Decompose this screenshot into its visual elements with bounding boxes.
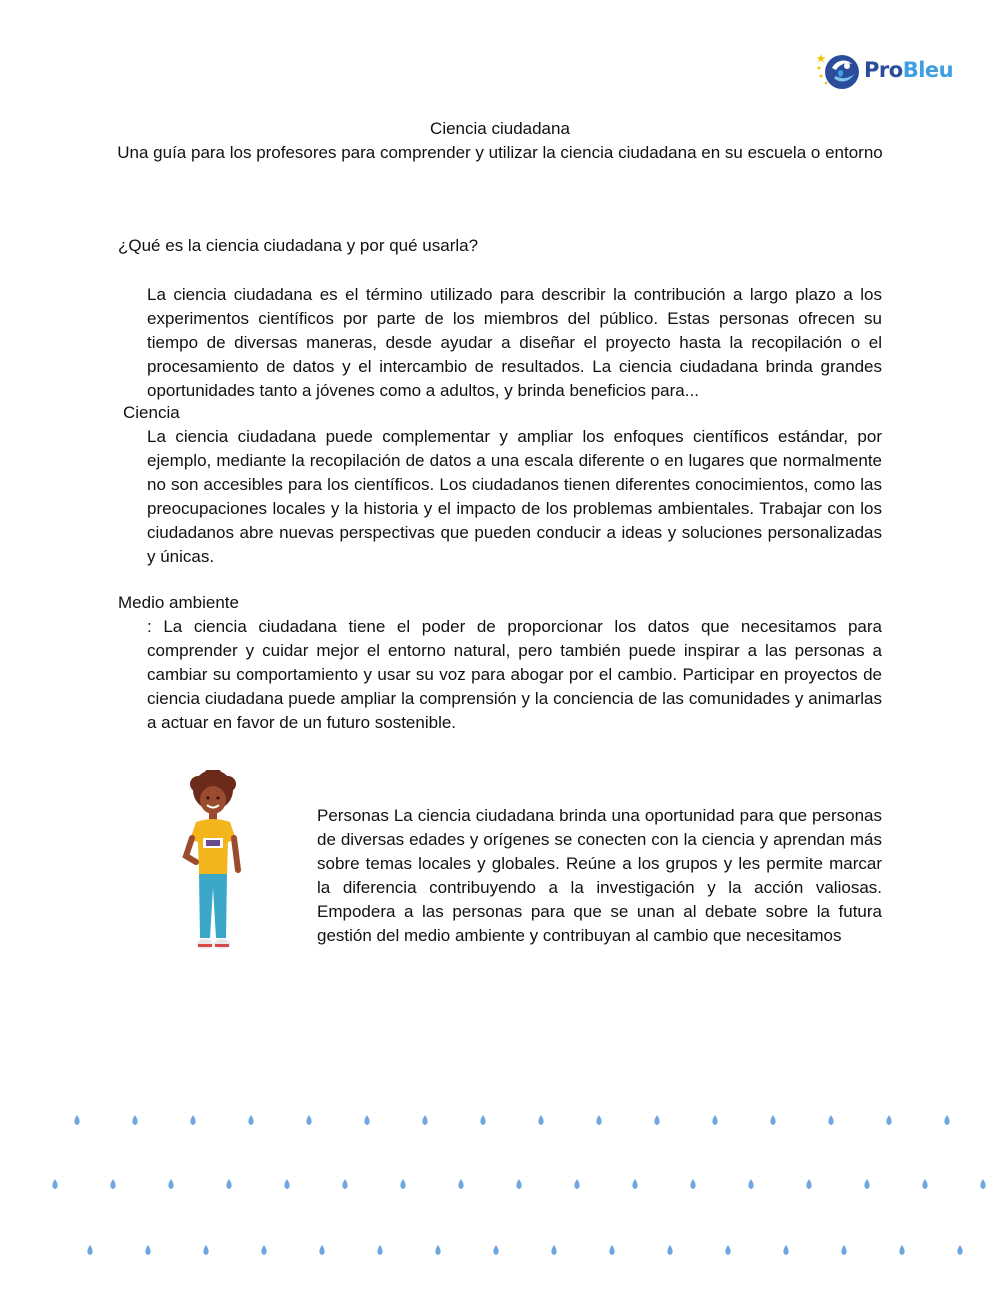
raindrop-icon [458,1179,463,1189]
raindrop-icon [480,1115,485,1125]
medio-ambiente-paragraph: : La ciencia ciudadana tiene el poder de proporcionar los datos que necesitamos para comprender y cuidar mejor el entorno natural, pero también puede inspirar a las personas a cambiar su comportamiento y usar su voz para abogar por el cambio. Participar en proyectos de ciencia ciudadana puede ampliar la comprensión y la conciencia de las comunidades y animarlas a actuar en favor de un futuro sostenible. [147,617,882,732]
raindrop-icon [400,1179,405,1189]
probleu-logo [814,46,974,94]
logo-pro-text: Pro [864,58,903,82]
raindrop-icon [667,1245,672,1255]
raindrop-icon [957,1245,962,1255]
personas-paragraph: Personas La ciencia ciudadana brinda una oportunidad para que personas de diversas edades y orígenes se conecten con la ciencia y aprendan más sobre temas locales y globales. Reúne a los grupos y les permite marcar la diferencia contribuyendo a la investigación y la acción valiosas. Empodera a las personas para que se unan al debate sobre la futura gestión del medio ambiente y contribuyan al cambio que necesitamos [317,806,882,945]
raindrop-icon [712,1115,717,1125]
raindrop-icon [770,1115,775,1125]
raindrop-icon [654,1115,659,1125]
raindrop-icon [87,1245,92,1255]
decorative-raindrops [0,1100,1000,1270]
title-line-1: Ciencia ciudadana [430,119,570,138]
raindrop-icon [493,1245,498,1255]
raindrop-icon [944,1115,949,1125]
raindrop-icon [203,1245,208,1255]
raindrop-icon [596,1115,601,1125]
raindrop-icon [284,1179,289,1189]
raindrop-icon [377,1245,382,1255]
raindrop-icon [783,1245,788,1255]
raindrop-icon [806,1179,811,1189]
raindrop-icon [52,1179,57,1189]
raindrop-icon [516,1179,521,1189]
section-heading-question: ¿Qué es la ciencia ciudadana y por qué usarla? [118,236,479,255]
raindrop-icon [690,1179,695,1189]
raindrop-icon [725,1245,730,1255]
raindrop-icon [364,1115,369,1125]
raindrop-icon [886,1115,891,1125]
raindrop-icon [190,1115,195,1125]
raindrop-icon [248,1115,253,1125]
logo-wordmark [864,58,953,82]
raindrop-icon [748,1179,753,1189]
raindrop-icon [342,1179,347,1189]
raindrop-icon [899,1245,904,1255]
raindrop-icon [435,1245,440,1255]
ciencia-paragraph: La ciencia ciudadana puede complementar y ampliar los enfoques científicos estándar, por ejemplo, mediante la recopilación de datos a una escala diferente o en lugares que normalmente no son accesibles para los científicos. Los ciudadanos tienen diferentes conocimientos, como las preocupaciones locales y la historia y el impacto de los problemas ambientales. Trabajar con los ciudadanos abre nuevas perspectivas que pueden conducir a ideas y soluciones personalizadas y únicas. [147,427,882,566]
raindrop-icon [980,1179,985,1189]
raindrop-icon [319,1245,324,1255]
raindrop-icon [74,1115,79,1125]
raindrop-icon [145,1245,150,1255]
section-heading-medio-ambiente: Medio ambiente [118,593,239,612]
raindrop-icon [841,1245,846,1255]
raindrop-icon [306,1115,311,1125]
logo-bleu-text: Bleu [902,58,954,82]
raindrop-icon [261,1245,266,1255]
raindrop-icon [551,1245,556,1255]
intro-paragraph: La ciencia ciudadana es el término utilizado para describir la contribución a largo plazo a los experimentos científicos por parte de los miembros del público. Estas personas ofrecen su tiempo de diversas maneras, desde ayudar a diseñar el proyecto hasta la recopilación o el procesamiento de datos y el intercambio de resultados. La ciencia ciudadana brinda grandes oportunidades tanto a jóvenes como a adultos, y brinda beneficios para... [147,285,882,400]
person-illustration [178,770,248,955]
raindrop-icon [828,1115,833,1125]
raindrop-icon [609,1245,614,1255]
raindrop-icon [538,1115,543,1125]
raindrop-icon [632,1179,637,1189]
document-title [100,117,900,165]
raindrop-icon [864,1179,869,1189]
probleu-emblem-icon [814,48,862,92]
raindrop-icon [168,1179,173,1189]
raindrop-icon [422,1115,427,1125]
section-heading-ciencia: Ciencia [123,403,180,422]
title-line-2: Una guía para los profesores para comprender y utilizar la ciencia ciudadana en su escuela o entorno [117,143,883,162]
raindrop-icon [110,1179,115,1189]
raindrop-icon [226,1179,231,1189]
raindrop-icon [574,1179,579,1189]
raindrop-icon [922,1179,927,1189]
raindrop-icon [132,1115,137,1125]
